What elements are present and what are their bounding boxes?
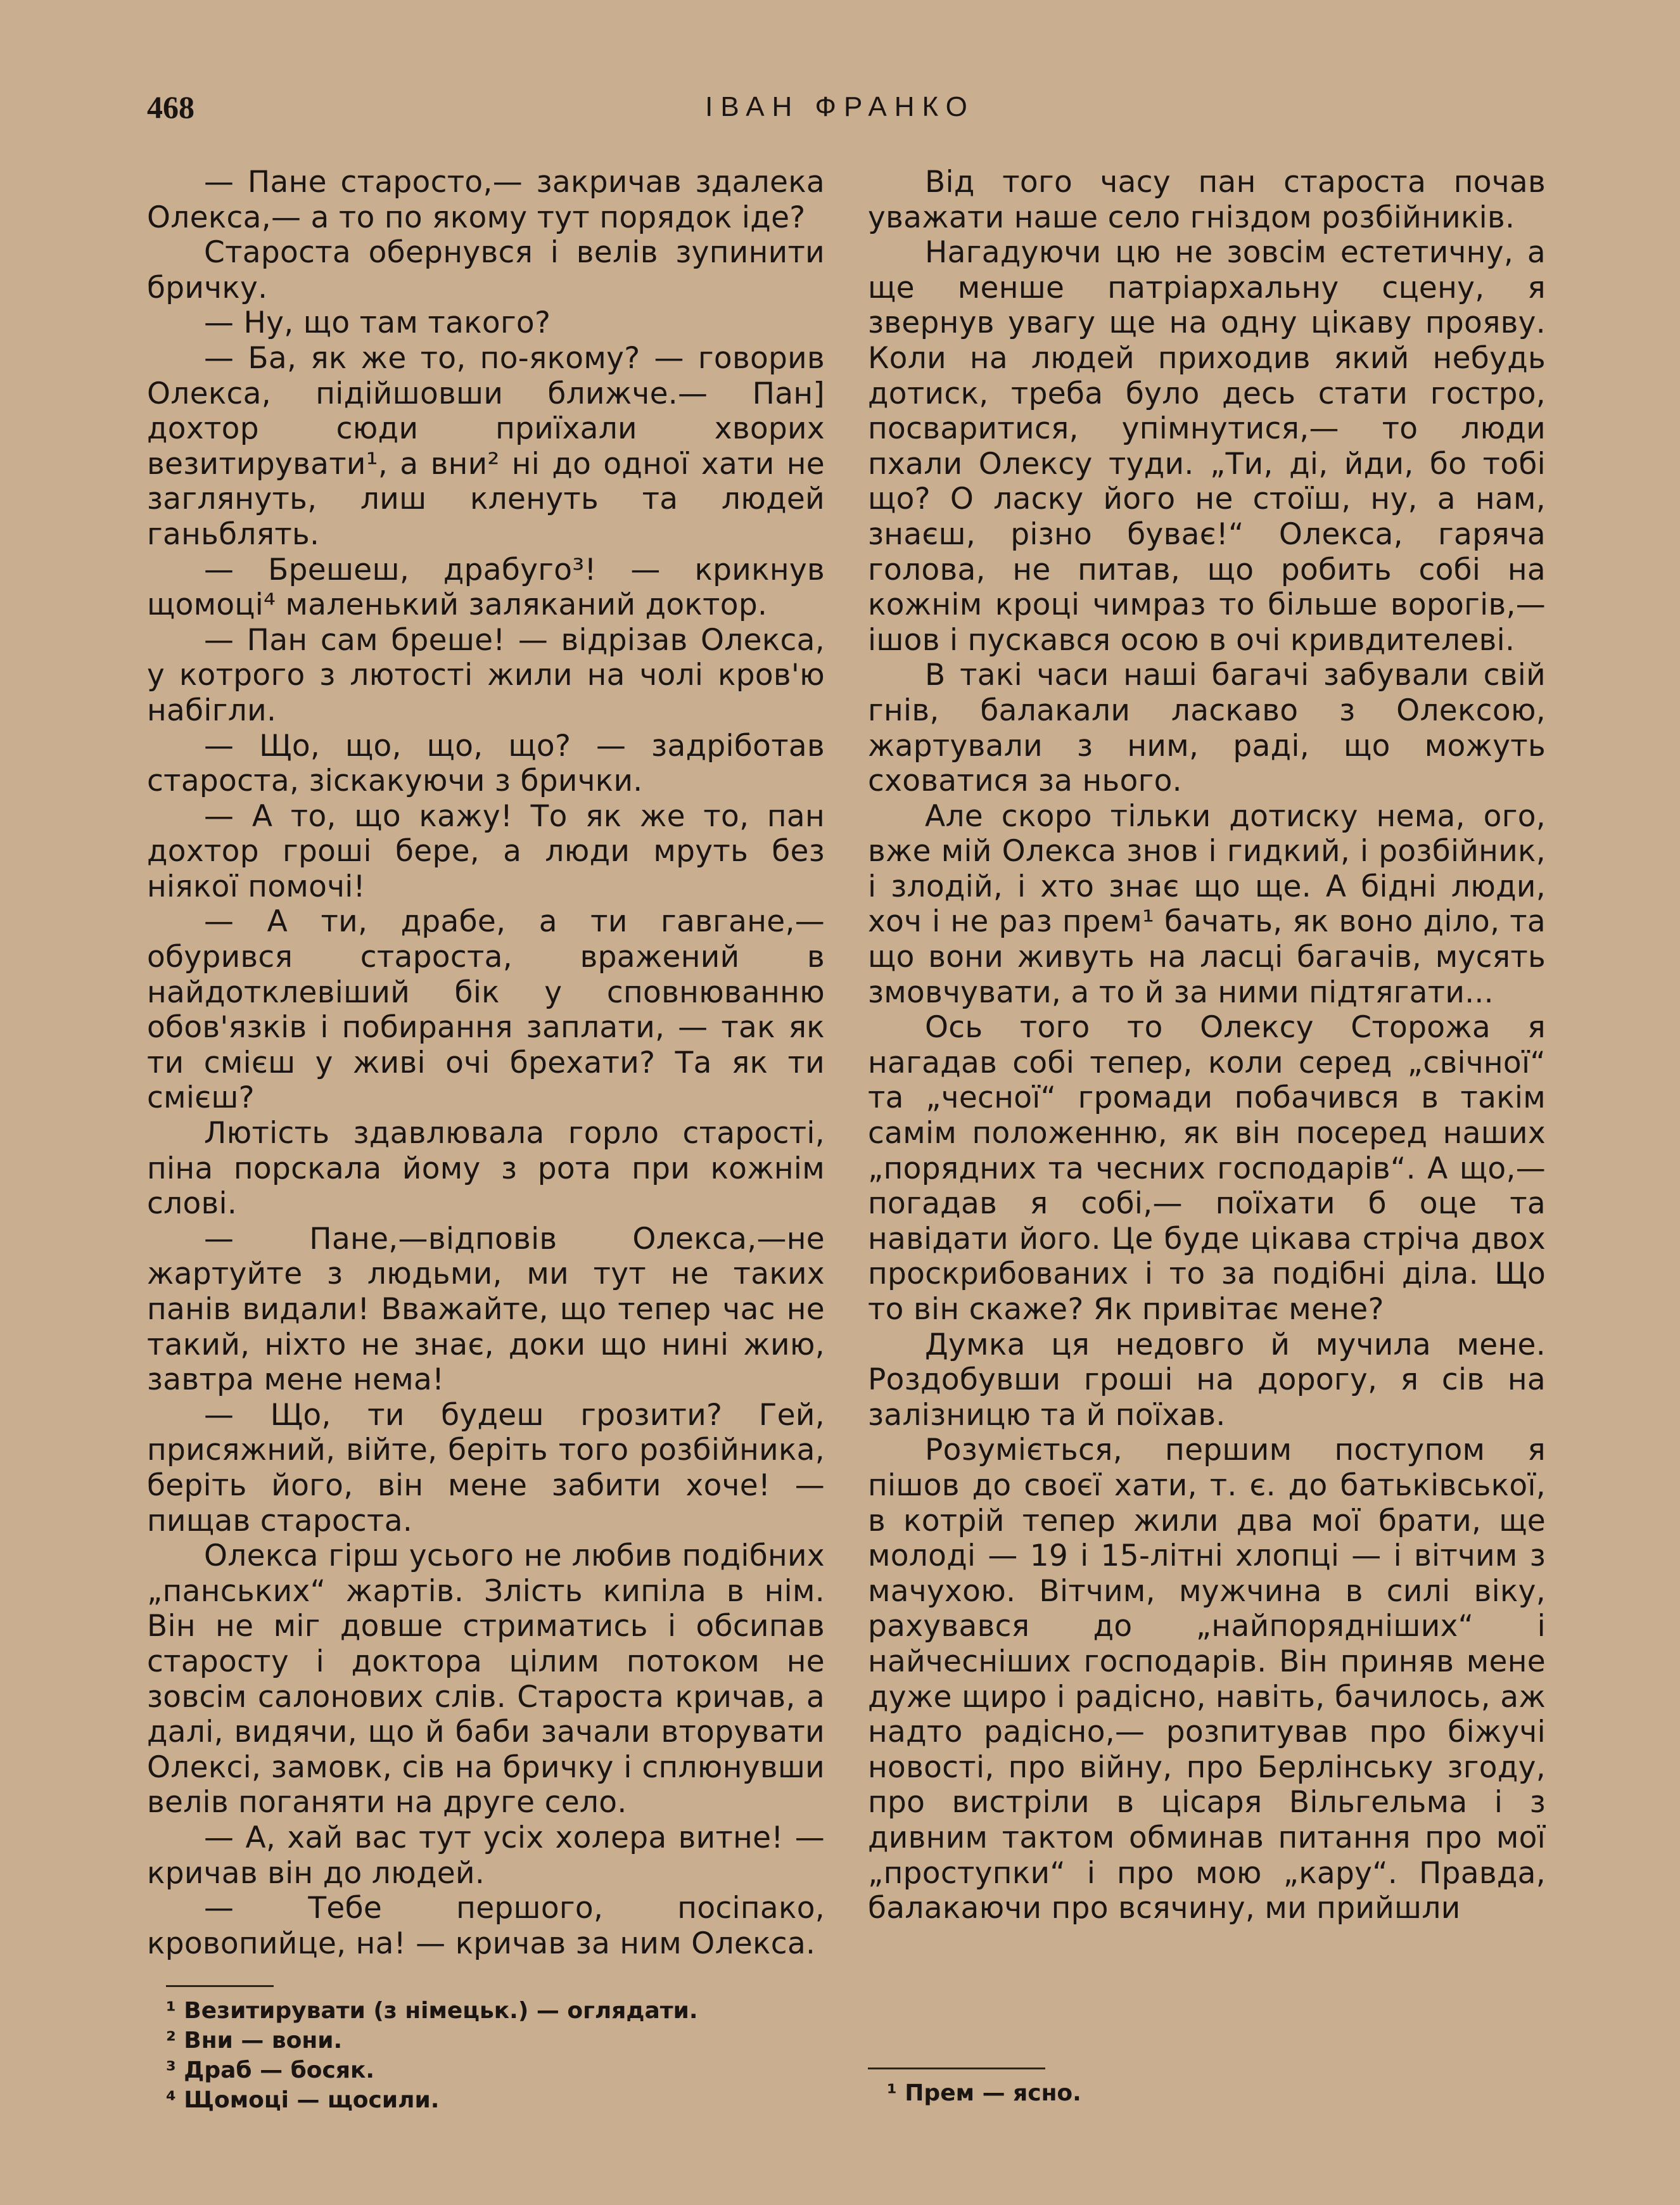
paragraph: — А то, що кажу! То як же то, пан дохтор гроші бере, а люди мруть без ніякої помочі! [147, 798, 825, 904]
paragraph: Олекса гірш усього не любив подібних „панських“ жартів. Злість кипіла в нім. Він не міг довше стриматись і обсипав старосту і доктора цілим потоком не зовсім салонових слів. Староста кричав, а далі, видячи, що й баби зачали вторувати Олексі, замовк, сів на бричку і сплюнувши велів поганяти на друге село. [147, 1538, 825, 1820]
paragraph: Розуміється, першим поступом я пішов до своєї хати, т. є. до батьківської, в котрій тепер жили два мої брати, ще молоді — 19 і 15-літні хлопці — і вітчим з мачухою. Вітчим, мужчина в силі віку, рахувався до „найпорядніших“ і найчесніших господарів. Він приняв мене дуже щиро і радісно, навіть, бачилось, аж надто радісно,— розпитував про біжучі новості, про війну, про Берлінську згоду, про вистріли в цісаря Вільгельма і з дивним тактом обминав питання про мої „проступки“ і про мою „кару“. Правда, балакаючи про всячину, ми прийшли [868, 1433, 1546, 1926]
page-number: 468 [147, 89, 194, 125]
right-column [868, 165, 1546, 1926]
footnote: ¹ Везитирувати (з німецьк.) — оглядати. [166, 1998, 698, 2024]
footnote: ⁴ Щомоці — щосили. [166, 2087, 440, 2113]
paragraph: — Пан сам бреше! — відрізав Олекса, у котрого з лютості жили на чолі кров'ю набігли. [147, 622, 825, 728]
paragraph: — Що, ти будеш грозити? Гей, присяжний, війте, беріть того розбійника, беріть його, він мене забити хоче! — пищав староста. [147, 1397, 825, 1538]
footnote: ¹ Прем — ясно. [887, 2080, 1081, 2106]
paragraph: — Тебе першого, посіпако, кровопийце, на! — кричав за ним Олекса. [147, 1891, 825, 1961]
paragraph: Думка ця недовго й мучила мене. Роздобувши гроші на дорогу, я сів на залізницю та й поїхав. [868, 1327, 1546, 1433]
paragraph: — Пане,—відповів Олекса,—не жартуйте з людьми, ми тут не таких панів видали! Вважайте, що тепер час не такий, ніхто не знає, доки що нині жию, завтра мене нема! [147, 1221, 825, 1398]
paragraph: Староста обернувся і велів зупинити бричку. [147, 235, 825, 305]
paragraph: Лютість здавлювала горло старості, піна порскала йому з рота при кожнім слові. [147, 1116, 825, 1222]
paragraph: — Ну, що там такого? [204, 305, 551, 341]
paragraph: — Що, що, що, що? — задріботав староста, зіскакуючи з брички. [147, 728, 825, 799]
footnotes-left [166, 1996, 825, 2115]
paragraph: — А, хай вас тут усіх холера витне! — кричав він до людей. [147, 1820, 825, 1891]
footnote-divider [166, 1985, 274, 1987]
page-header [0, 89, 1680, 133]
footnote-divider [868, 2068, 1045, 2069]
running-title: ІВАН ФРАНКО [705, 91, 975, 122]
paragraph: — Брешеш, драбуго³! — крикнув щомоці⁴ маленький заляканий доктор. [147, 552, 825, 623]
paragraph: Але скоро тільки дотиску нема, ого, вже мій Олекса знов і гидкий, і розбійник, і злодій, і хто знає що ще. А бідні люди, хоч і не раз прем¹ бачать, як воно діло, та що вони живуть на ласці багачів, мусять змовчувати, а то й за ними підтягати... [868, 798, 1546, 1010]
paragraph: Нагадуючи цю не зовсім естетичну, а ще менше патріархальну сцену, я звернув увагу ще на одну цікаву прояву. Коли на людей приходив який небудь дотиск, треба було десь стати гостро, посваритися, упімнутися,— то люди пхали Олексу туди. „Ти, ді, йди, бо тобі що? О ласку його не стоїш, ну, а нам, знаєш, різно буває!“ Олекса, гаряча голова, не питав, що робить собі на кожнім кроці чимраз то більше ворогів,— ішов і пускався осою в очі кривдителеві. [868, 235, 1546, 658]
paragraph: Ось того то Олексу Сторожа я нагадав собі тепер, коли серед „свічної“ та „чесної“ громади побачився в такім самім положенню, як він посеред наших „порядних та чесних господарів“. А що,— погадав я собі,— поїхати б оце та навідати його. Це буде цікава стріча двох проскрибованих і то за подібні діла. Що то він скаже? Як привітає мене? [868, 1010, 1546, 1327]
paragraph: — Ба, як же то, по-якому? — говорив Олекса, підійшовши ближче.— Пан] дохтор сюди приїхали хворих везитирувати¹, а вни² ні до одної хати не заглянуть, лиш кленуть та людей ганьблять. [147, 340, 825, 552]
footnote: ² Вни — вони. [166, 2028, 343, 2054]
paragraph: — А ти, драбе, а ти гавгане,— обурився староста, вражений в найдотклевіший бік у сповнюванню обов'язків і побирання заплати, — так як ти смієш у живі очі брехати? Та як ти смієш? [147, 904, 825, 1116]
footnotes-right [887, 2078, 1457, 2108]
paragraph: Від того часу пан староста почав уважати наше село гніздом розбійників. [868, 165, 1546, 235]
paragraph: — Пане старосто,— закричав здалека Олекса,— а то по якому тут порядок іде? [147, 165, 825, 235]
footnote: ³ Драб — босяк. [166, 2057, 375, 2083]
paragraph: В такі часи наші багачі забували свій гнів, балакали ласкаво з Олексою, жартували з ним, раді, що можуть сховатися за нього. [868, 658, 1546, 799]
left-column [147, 165, 825, 1961]
